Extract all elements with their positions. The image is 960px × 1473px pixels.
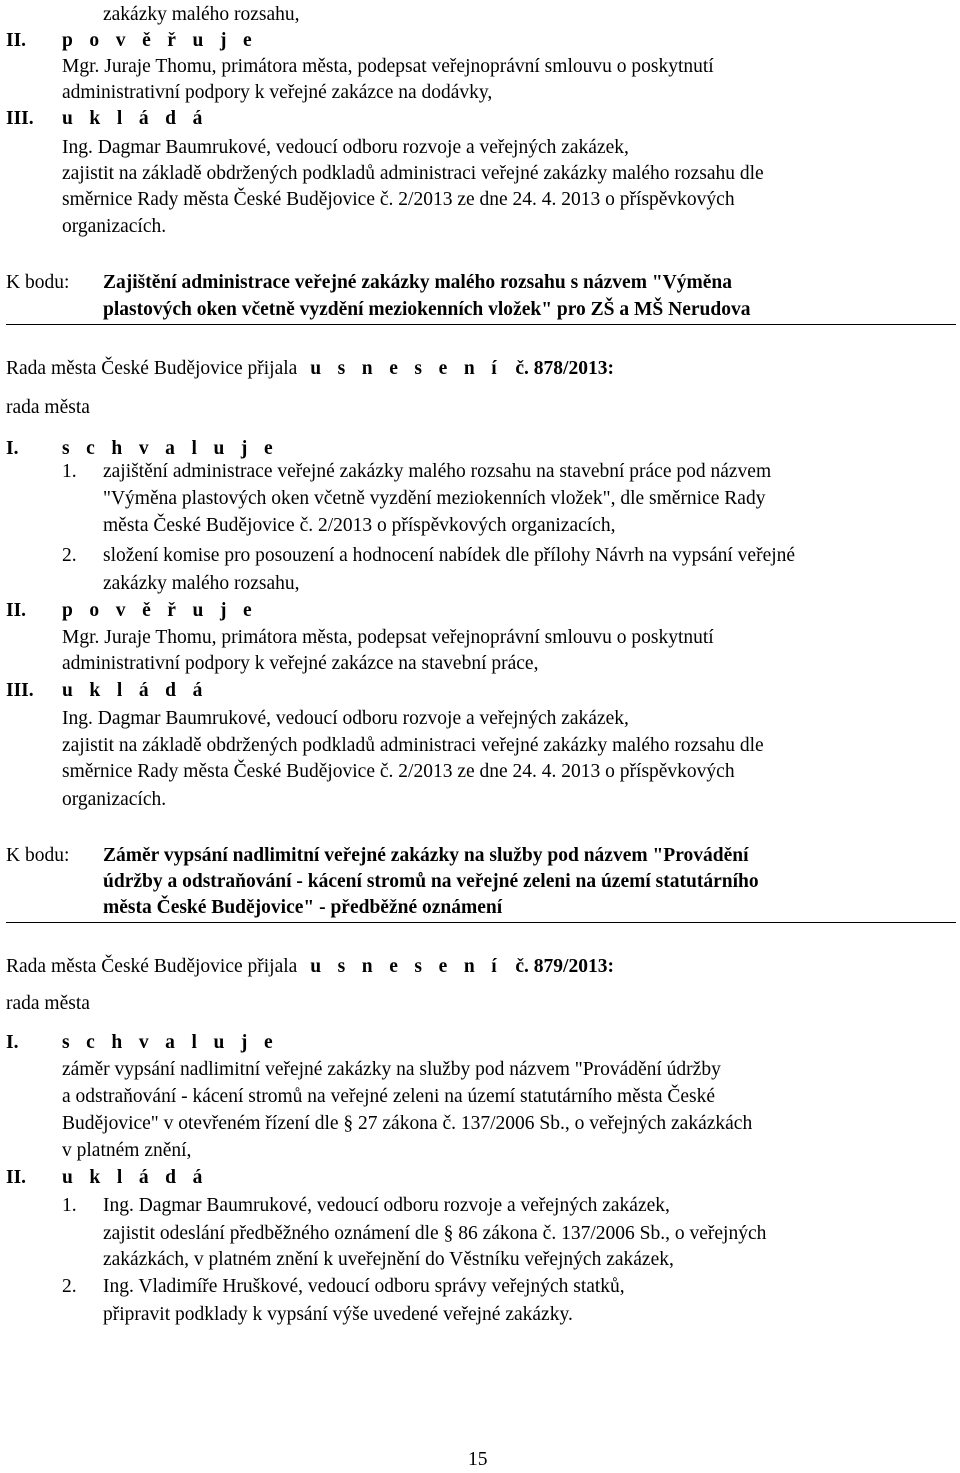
body-line: administrativní podpory k veřejné zakázce na dodávky, <box>62 82 493 103</box>
section-number: I. <box>6 438 19 459</box>
agenda-title: Záměr vypsání nadlimitní veřejné zakázky na služby pod názvem "Provádění <box>103 845 749 866</box>
section-verb: u k l á d á <box>62 1167 209 1188</box>
body-line: Ing. Dagmar Baumrukové, vedoucí odboru rozvoje a veřejných zakázek, <box>103 1195 670 1216</box>
agenda-title: Zajištění administrace veřejné zakázky malého rozsahu s názvem "Výměna <box>103 272 732 293</box>
body-line: Ing. Vladimíře Hruškové, vedoucí odboru správy veřejných statků, <box>103 1276 625 1297</box>
body-line: a odstraňování - kácení stromů na veřejné zeleni na území statutárního města České <box>62 1086 716 1107</box>
resolution-header <box>6 953 614 980</box>
section-verb: s c h v a l u j e <box>62 1032 279 1053</box>
agenda-title: plastových oken včetně vyzdění meziokenních vložek" pro ZŠ a MŠ Nerudova <box>103 299 751 320</box>
body-line: města České Budějovice č. 2/2013 o příspěvkových organizacích, <box>103 515 616 536</box>
continuation-text: zakázky malého rozsahu, <box>103 4 300 25</box>
section-number: III. <box>6 680 34 701</box>
body-line: zajistit odeslání předběžného oznámení dle § 86 zákona č. 137/2006 Sb., o veřejných <box>103 1223 767 1244</box>
rada-mesta-label: rada města <box>6 397 90 418</box>
section-number: I. <box>6 1032 19 1053</box>
body-line: administrativní podpory k veřejné zakázce na stavební práce, <box>62 653 539 674</box>
k-bodu-label: K bodu: <box>6 845 70 866</box>
body-line: Mgr. Juraje Thomu, primátora města, podepsat veřejnoprávní smlouvu o poskytnutí <box>62 56 714 77</box>
body-line: připravit podklady k vypsání výše uvedené veřejné zakázky. <box>103 1304 573 1325</box>
section-number: III. <box>6 108 34 129</box>
point-number: 1. <box>62 461 77 482</box>
section-number: II. <box>6 30 27 51</box>
body-line: organizacích. <box>62 216 167 237</box>
body-line: směrnice Rady města České Budějovice č. 2/2013 ze dne 24. 4. 2013 o příspěvkových <box>62 761 735 782</box>
section-verb: u k l á d á <box>62 108 209 129</box>
body-line: složení komise pro posouzení a hodnocení nabídek dle přílohy Návrh na vypsání veřejné <box>103 545 796 566</box>
resolution-number: č. 878/2013: <box>515 358 614 379</box>
body-line: směrnice Rady města České Budějovice č. 2/2013 ze dne 24. 4. 2013 o příspěvkových <box>62 189 735 210</box>
body-line: organizacích. <box>62 789 167 810</box>
page-number: 15 <box>468 1449 488 1470</box>
resolution-header <box>6 355 614 382</box>
title-rule <box>6 922 956 923</box>
resolution-prefix: Rada města České Budějovice přijala <box>6 956 298 977</box>
point-number: 2. <box>62 1276 77 1297</box>
body-line: zajistit na základě obdržených podkladů administraci veřejné zakázky malého rozsahu dle <box>62 163 764 184</box>
section-verb: u k l á d á <box>62 680 209 701</box>
section-verb: p o v ě ř u j e <box>62 30 258 51</box>
resolution-prefix: Rada města České Budějovice přijala <box>6 358 298 379</box>
usneseni-label: u s n e s e n í <box>310 956 503 977</box>
title-rule <box>6 324 956 325</box>
body-line: "Výměna plastových oken včetně vyzdění meziokenních vložek", dle směrnice Rady <box>103 488 766 509</box>
agenda-title: údržby a odstraňování - kácení stromů na veřejné zeleni na území statutárního <box>103 871 759 892</box>
usneseni-label: u s n e s e n í <box>310 358 503 379</box>
point-number: 1. <box>62 1195 77 1216</box>
rada-mesta-label: rada města <box>6 993 90 1014</box>
section-number: II. <box>6 600 27 621</box>
body-line: zakázky malého rozsahu, <box>103 573 300 594</box>
section-verb: s c h v a l u j e <box>62 438 279 459</box>
point-number: 2. <box>62 545 77 566</box>
body-line: Budějovice" v otevřeném řízení dle § 27 zákona č. 137/2006 Sb., o veřejných zakázkách <box>62 1113 753 1134</box>
body-line: záměr vypsání nadlimitní veřejné zakázky na služby pod názvem "Provádění údržby <box>62 1059 721 1080</box>
section-verb: p o v ě ř u j e <box>62 600 258 621</box>
body-line: zajištění administrace veřejné zakázky malého rozsahu na stavební práce pod názvem <box>103 461 772 482</box>
agenda-title: města České Budějovice" - předběžné oznámení <box>103 897 503 918</box>
body-line: zakázkách, v platném znění k uveřejnění do Věstníku veřejných zakázek, <box>103 1249 674 1270</box>
body-line: zajistit na základě obdržených podkladů administraci veřejné zakázky malého rozsahu dle <box>62 735 764 756</box>
body-line: Mgr. Juraje Thomu, primátora města, podepsat veřejnoprávní smlouvu o poskytnutí <box>62 627 714 648</box>
body-line: Ing. Dagmar Baumrukové, vedoucí odboru rozvoje a veřejných zakázek, <box>62 137 629 158</box>
k-bodu-label: K bodu: <box>6 272 70 293</box>
body-line: v platném znění, <box>62 1140 192 1161</box>
body-line: Ing. Dagmar Baumrukové, vedoucí odboru rozvoje a veřejných zakázek, <box>62 708 629 729</box>
section-number: II. <box>6 1167 27 1188</box>
resolution-number: č. 879/2013: <box>515 956 614 977</box>
